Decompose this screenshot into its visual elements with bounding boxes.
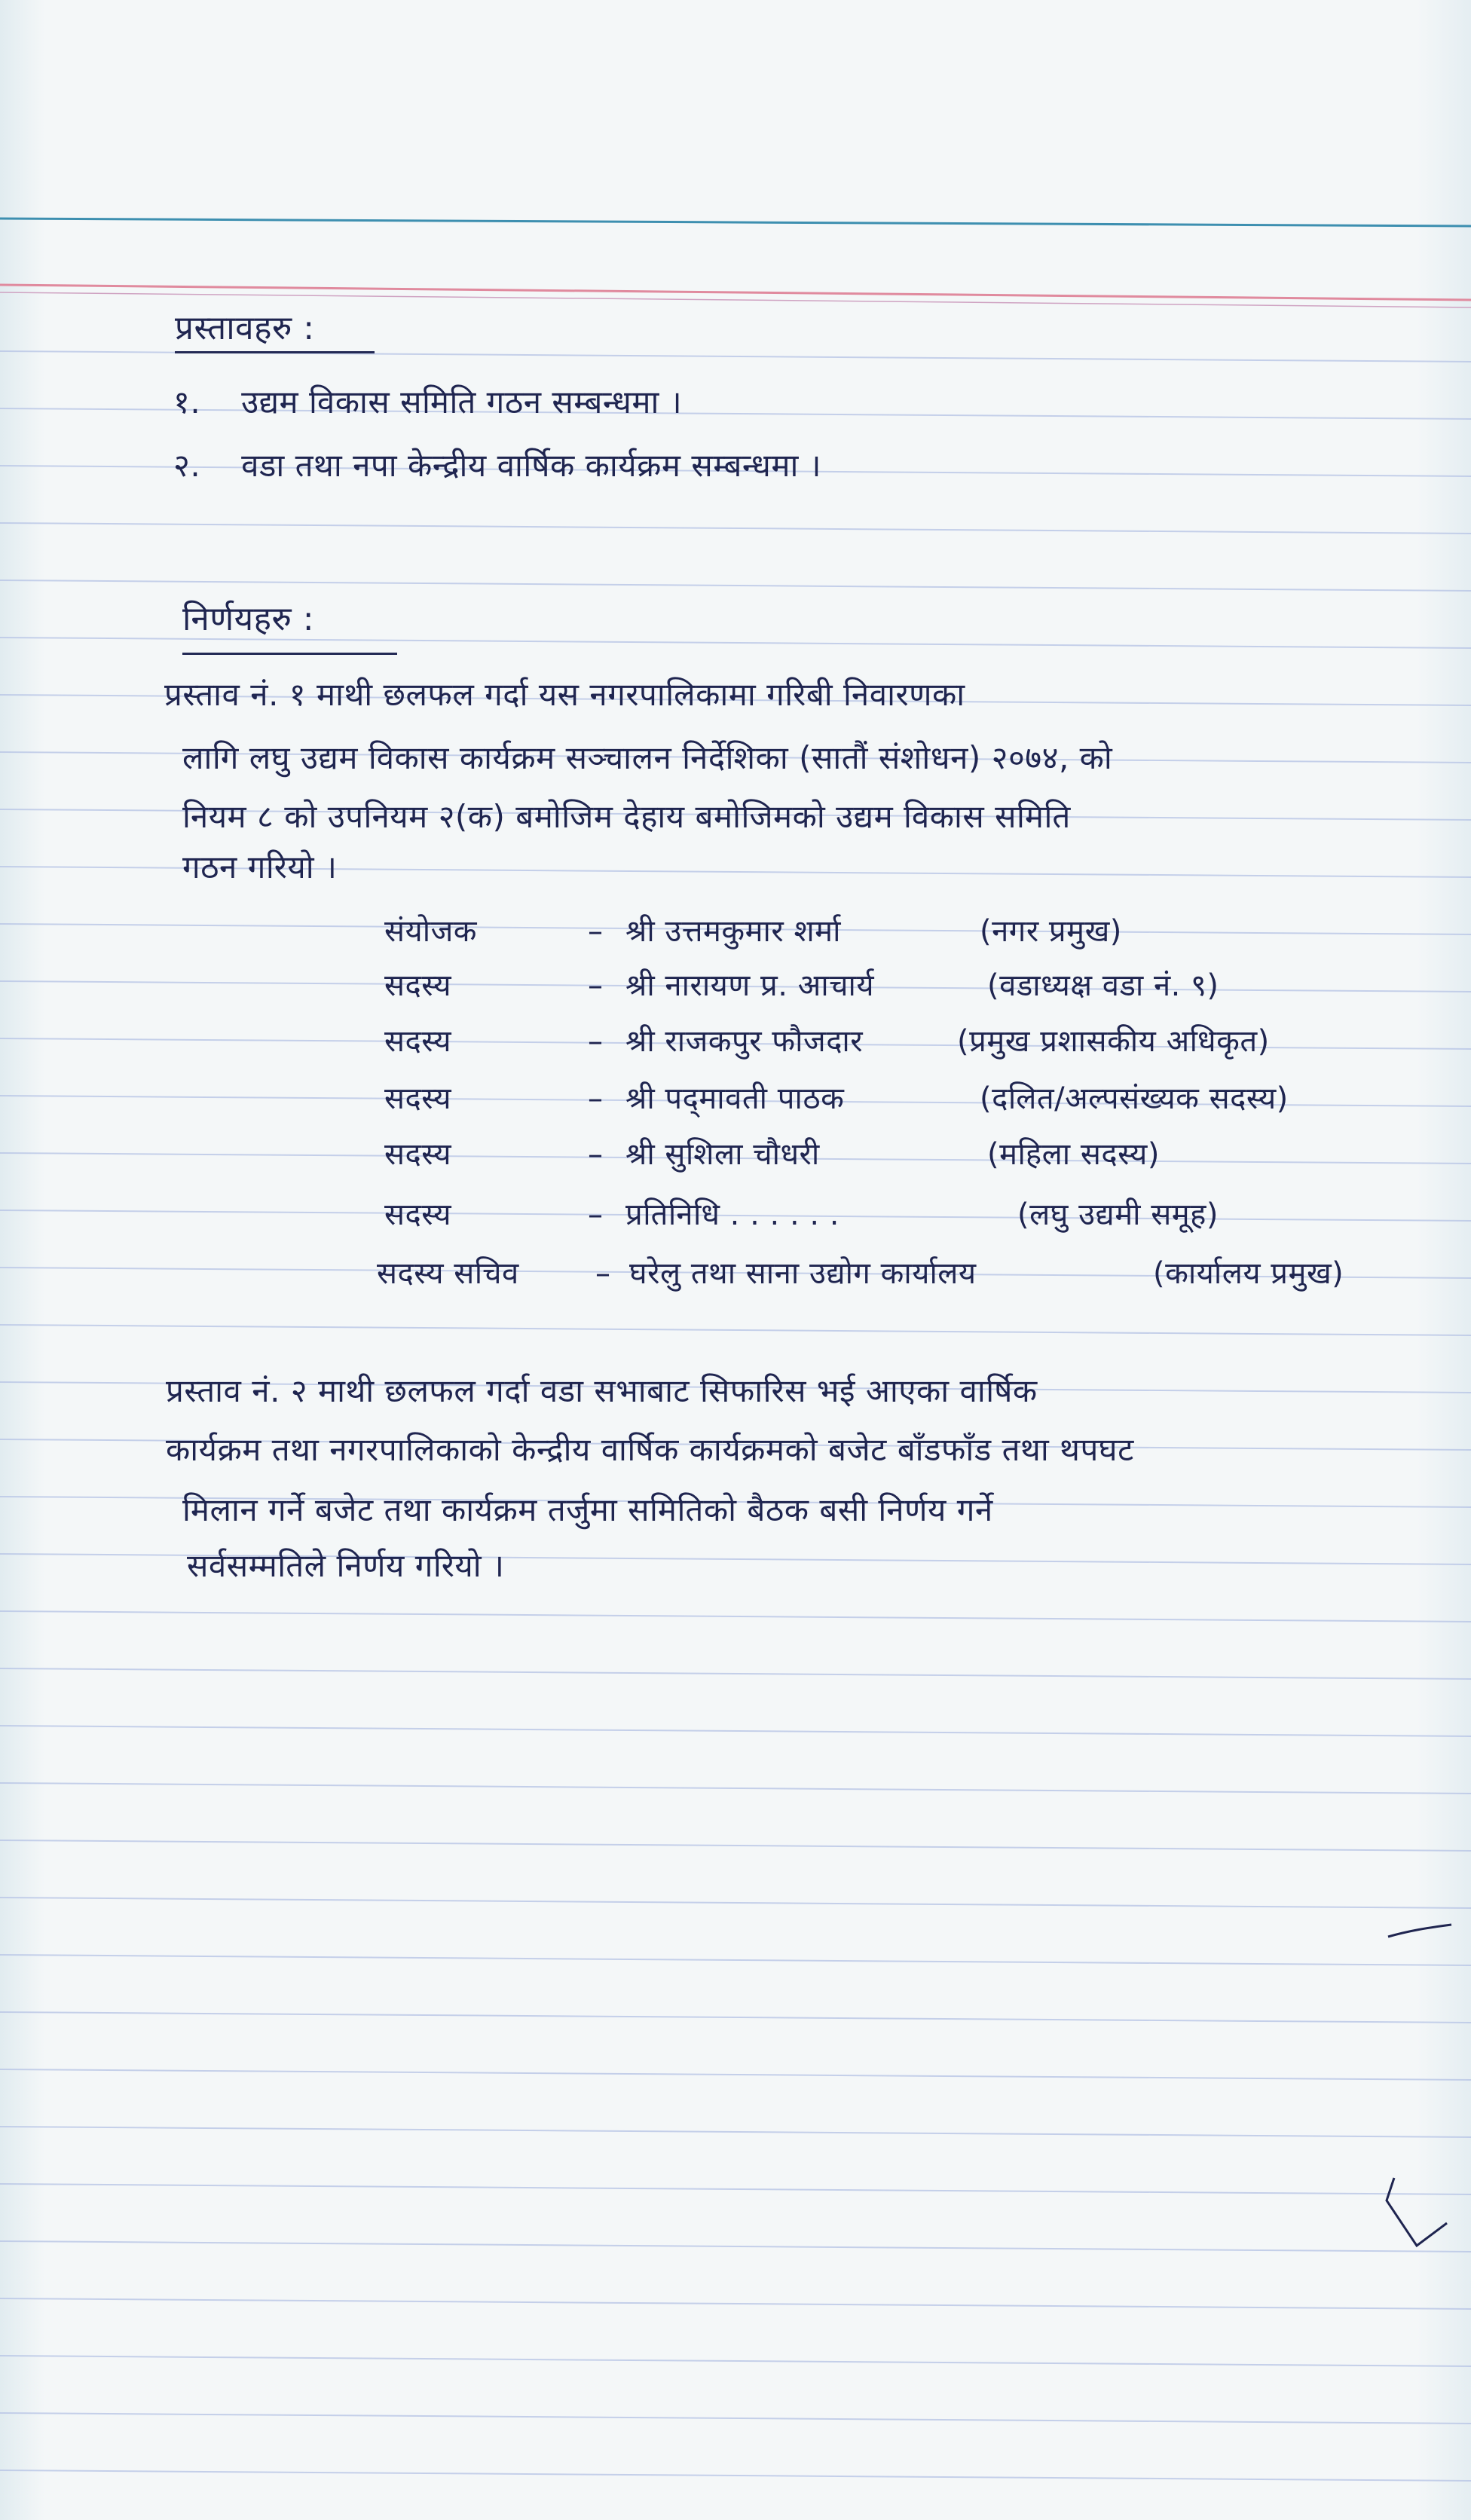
proposal-text: वडा तथा नपा केन्द्रीय वार्षिक कार्यक्रम सम्बन्धमा । (241, 447, 822, 484)
member-name: श्री राजकपुर फौजदार (625, 1024, 864, 1059)
member-name: श्री पद्‌मावती पाठक (625, 1081, 845, 1116)
member-dash: – (595, 1256, 611, 1291)
member-dash: – (588, 1024, 604, 1059)
member-designation: (प्रमुख प्रशासकीय अधिकृत) (957, 1024, 1270, 1059)
member-designation: (महिला सदस्य) (987, 1137, 1160, 1172)
decision-para1-line4: गठन गरियो । (182, 849, 338, 885)
member-role: सदस्य (384, 1024, 452, 1059)
decision-para2-line2: कार्यक्रम तथा नगरपालिकाको केन्द्रीय वार्षिक कार्यक्रमको बजेट बाँडफाँड तथा थपघट (166, 1431, 1134, 1468)
decision-para1-line2: लागि लघु उद्यम विकास कार्यक्रम सञ्चालन निर्देशिका (सातौं संशोधन) २०७४, को (182, 739, 1113, 776)
member-dash: – (588, 1081, 604, 1116)
member-designation: (नगर प्रमुख) (980, 914, 1122, 949)
member-role: सदस्य सचिव (377, 1256, 519, 1291)
proposal-number: २. (173, 447, 201, 484)
member-name: श्री सुशिला चौधरी (625, 1137, 820, 1172)
member-role: सदस्य (384, 1081, 452, 1116)
member-designation: (दलित/अल्पसंख्यक सदस्य) (980, 1081, 1289, 1116)
member-role: संयोजक (384, 914, 477, 949)
pen-mark-right (1387, 1914, 1454, 1944)
member-designation: (लघु उद्यमी समूह) (1017, 1197, 1219, 1232)
member-name: घरेलु तथा साना उद्योग कार्यालय (629, 1256, 977, 1291)
decisions-heading: निर्णयहरु : (182, 600, 315, 638)
member-dash: – (588, 914, 604, 949)
proposal-text: उद्यम विकास समिति गठन सम्बन्धमा । (241, 384, 683, 421)
proposal-number: १. (173, 384, 201, 421)
decision-para2-line3: मिलान गर्ने बजेट तथा कार्यक्रम तर्जुमा समितिको बैठक बसी निर्णय गर्ने (182, 1491, 993, 1528)
proposal-item-2 (173, 446, 821, 485)
member-name: प्रतिनिधि . . . . . . (625, 1197, 840, 1232)
member-role: सदस्य (384, 1197, 452, 1232)
decisions-heading-underline (182, 653, 397, 655)
decision-para2-line4: सर्वसम्मतिले निर्णय गरियो । (187, 1547, 505, 1584)
proposals-heading: प्रस्तावहरु : (175, 309, 315, 347)
decision-para2-line1: प्रस्ताव नं. २ माथी छलफल गर्दा वडा सभाबाट सिफारिस भई आएका वार्षिक (166, 1372, 1038, 1409)
decision-para1-line3: नियम ८ को उपनियम २(क) बमोजिम देहाय बमोजिमको उद्यम विकास समिति (182, 798, 1071, 835)
member-dash: – (588, 1197, 604, 1232)
member-designation: (कार्यालय प्रमुख) (1153, 1256, 1344, 1291)
member-dash: – (588, 1137, 604, 1172)
member-dash: – (588, 968, 604, 1003)
member-name: श्री नारायण प्र. आचार्य (625, 968, 875, 1003)
member-designation: (वडाध्यक्ष वडा नं. ९) (987, 968, 1219, 1003)
proposal-item-1 (173, 383, 682, 422)
decision-para1-line1: प्रस्ताव नं. १ माथी छलफल गर्दा यस नगरपालिकामा गरिबी निवारणका (164, 676, 965, 713)
member-role: सदस्य (384, 1137, 452, 1172)
member-role: सदस्य (384, 968, 452, 1003)
proposals-heading-underline (175, 351, 375, 353)
member-name: श्री उत्तमकुमार शर्मा (625, 914, 841, 949)
pen-mark-corner (1372, 2170, 1462, 2276)
